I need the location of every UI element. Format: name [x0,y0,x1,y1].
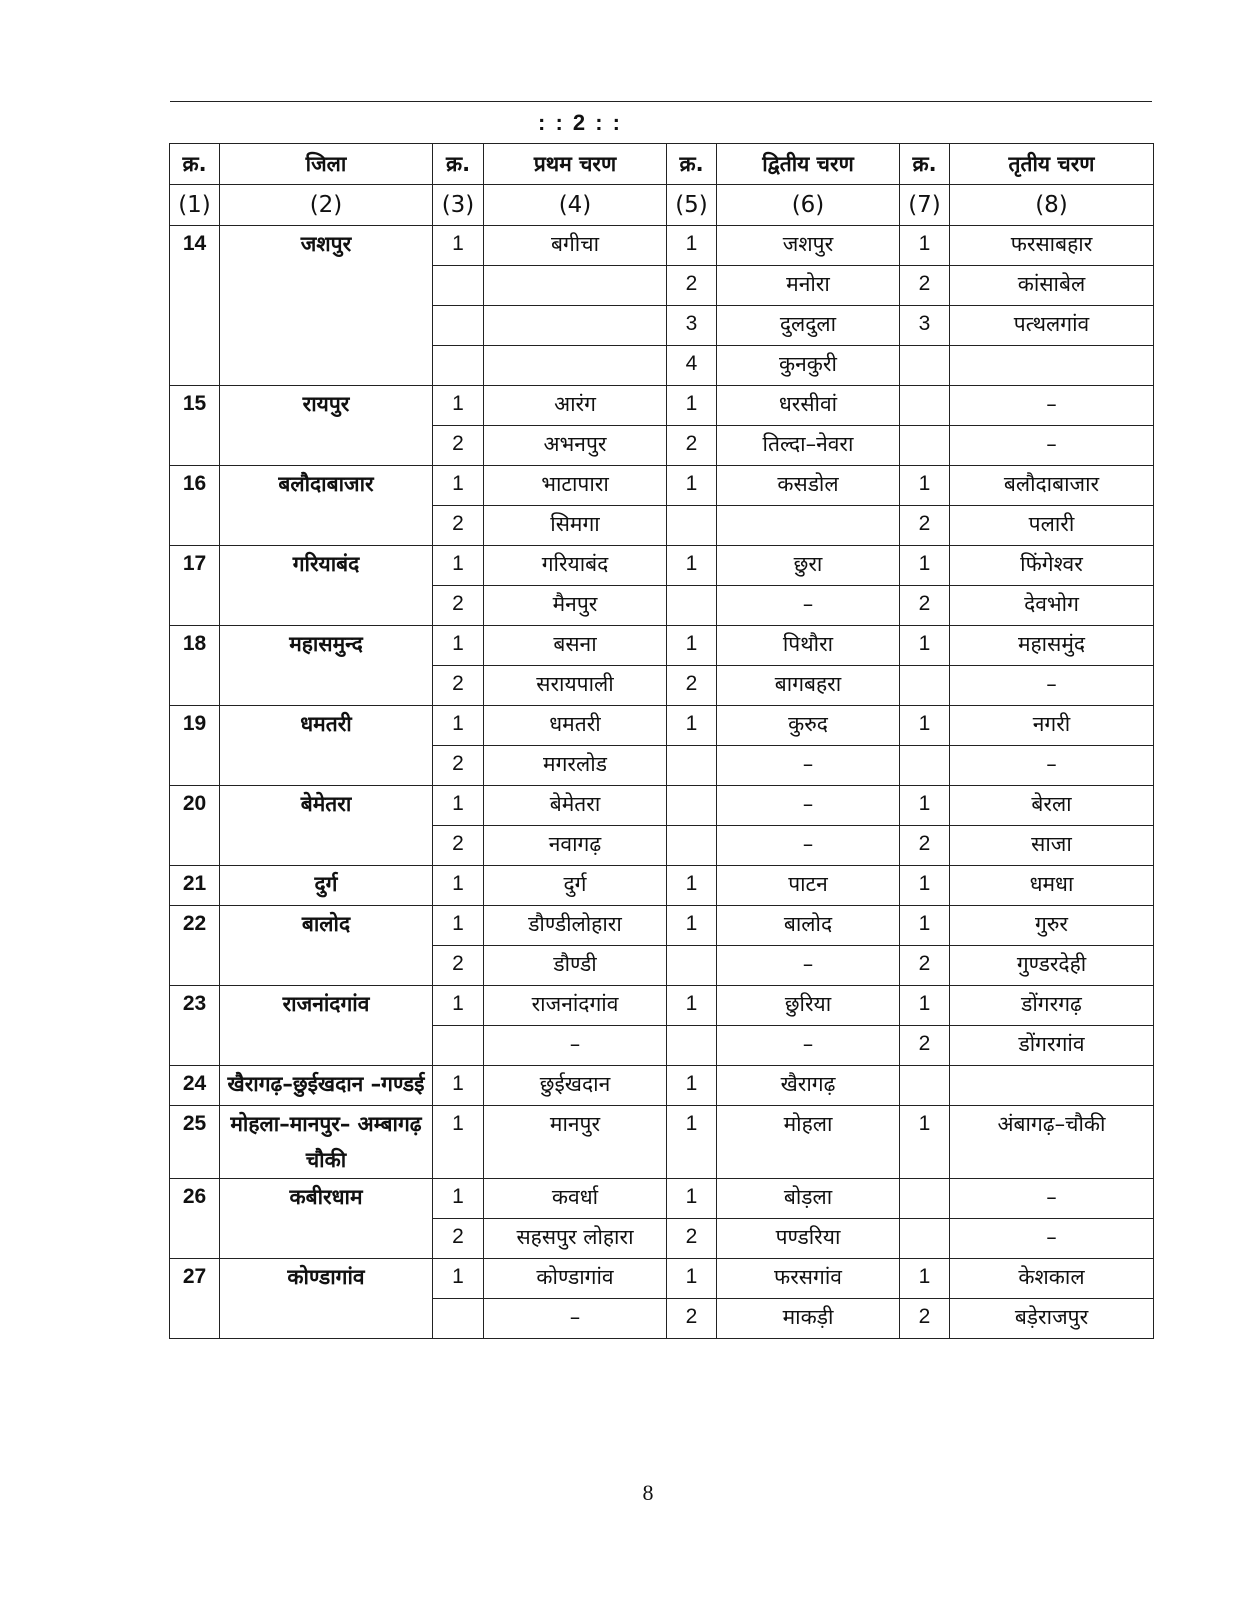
phase2-block: तिल्दा–नेवरा [717,426,900,466]
phase2-serial: 1 [667,866,717,906]
district-name: गरियाबंद [220,546,433,626]
col-header: क्र. [433,144,484,185]
col-number: (6) [717,185,900,226]
phase3-block: फरसाबहार [950,226,1154,266]
phase2-serial: 2 [667,266,717,306]
phase1-block: सहसपुर लोहारा [484,1219,667,1259]
phase3-serial: 3 [900,306,950,346]
phase2-serial: 1 [667,706,717,746]
phase3-serial [900,386,950,426]
phase3-block: नगरी [950,706,1154,746]
phase2-serial: 1 [667,906,717,946]
phase2-serial [667,506,717,546]
phase3-serial [900,666,950,706]
phase2-block: मनोरा [717,266,900,306]
phase3-serial: 1 [900,1259,950,1299]
phase1-block: कवर्धा [484,1179,667,1219]
phase1-serial [433,266,484,306]
phase3-block [950,346,1154,386]
header-number-row [170,185,1154,226]
phase3-block: बड़ेराजपुर [950,1299,1154,1339]
phase2-block: बोड़ला [717,1179,900,1219]
phase1-block [484,266,667,306]
table-row [170,1259,1154,1299]
phase2-block [717,506,900,546]
district-name: कबीरधाम [220,1179,433,1259]
phase2-serial: 1 [667,466,717,506]
phase2-serial: 1 [667,986,717,1026]
phase1-block: मैनपुर [484,586,667,626]
phase3-block: केशकाल [950,1259,1154,1299]
phase3-block: साजा [950,826,1154,866]
table-row [170,546,1154,586]
district-number: 20 [170,786,220,866]
phase3-serial: 1 [900,226,950,266]
district-name: राजनांदगांव [220,986,433,1066]
phase3-block: पलारी [950,506,1154,546]
phase2-block: बागबहरा [717,666,900,706]
phase1-serial: 2 [433,826,484,866]
phase1-block: अभनपुर [484,426,667,466]
phase2-block: – [717,946,900,986]
phase3-serial: 2 [900,266,950,306]
district-number: 27 [170,1259,220,1339]
phase2-serial: 1 [667,1259,717,1299]
page-marker: : : 2 : : [538,110,622,135]
phase3-block: अंबागढ़–चौकी [950,1106,1154,1179]
district-name: महासमुन्द [220,626,433,706]
col-number: (8) [950,185,1154,226]
table-row [170,466,1154,506]
phase3-block: गुण्डरदेही [950,946,1154,986]
phase1-block: भाटापारा [484,466,667,506]
phase1-block: मानपुर [484,1106,667,1179]
phase2-block: पण्डरिया [717,1219,900,1259]
phase2-block: – [717,786,900,826]
phase1-serial: 1 [433,1179,484,1219]
phase1-serial: 1 [433,1106,484,1179]
col-number: (2) [220,185,433,226]
phase3-serial: 1 [900,466,950,506]
phase2-serial: 1 [667,1106,717,1179]
phase1-serial: 1 [433,986,484,1026]
phase1-block: मगरलोड [484,746,667,786]
district-number: 17 [170,546,220,626]
phase2-block: माकड़ी [717,1299,900,1339]
phase1-block: नवागढ़ [484,826,667,866]
district-name: जशपुर [220,226,433,386]
phase2-serial: 2 [667,1299,717,1339]
phase2-block: खैरागढ़ [717,1066,900,1106]
phase3-serial: 2 [900,586,950,626]
table-row [170,866,1154,906]
phase1-block [484,306,667,346]
district-number: 26 [170,1179,220,1259]
phase1-block: सिमगा [484,506,667,546]
phase2-serial: 1 [667,386,717,426]
col-header: द्वितीय चरण [717,144,900,185]
district-number: 21 [170,866,220,906]
phase2-serial: 2 [667,1219,717,1259]
phase2-serial: 4 [667,346,717,386]
phase1-serial: 2 [433,1219,484,1259]
phase3-serial: 1 [900,866,950,906]
phase2-block: दुलदुला [717,306,900,346]
phase1-block: गरियाबंद [484,546,667,586]
phase3-serial: 2 [900,1299,950,1339]
phase1-serial: 2 [433,666,484,706]
district-name: बलौदाबाजार [220,466,433,546]
phase2-block: मोहला [717,1106,900,1179]
phase2-serial: 1 [667,626,717,666]
col-header: प्रथम चरण [484,144,667,185]
phase3-block: गुरुर [950,906,1154,946]
phase3-serial: 1 [900,546,950,586]
phase3-serial [900,426,950,466]
phase1-serial: 1 [433,466,484,506]
district-number: 25 [170,1106,220,1179]
phase1-block: डौण्डीलोहारा [484,906,667,946]
phase3-block: फिंगेश्वर [950,546,1154,586]
phase1-block: धमतरी [484,706,667,746]
phase2-block: छुरा [717,546,900,586]
phase1-block: बेमेतरा [484,786,667,826]
table-row [170,906,1154,946]
phase2-block: – [717,826,900,866]
district-number: 18 [170,626,220,706]
table-row [170,386,1154,426]
phase3-serial: 2 [900,506,950,546]
phase1-serial: 1 [433,906,484,946]
phase2-serial [667,746,717,786]
phase2-serial: 1 [667,1179,717,1219]
phase3-block: धमधा [950,866,1154,906]
phase3-block: – [950,666,1154,706]
phase1-serial: 2 [433,746,484,786]
phase3-serial: 1 [900,786,950,826]
col-header: क्र. [900,144,950,185]
phase2-block: – [717,1026,900,1066]
phase3-serial [900,1179,950,1219]
phase2-serial [667,946,717,986]
phase3-block: – [950,1179,1154,1219]
col-number: (7) [900,185,950,226]
phase2-block: पिथौरा [717,626,900,666]
phase3-serial [900,1066,950,1106]
table-row [170,1106,1154,1179]
phase1-block: आरंग [484,386,667,426]
phase2-block: जशपुर [717,226,900,266]
phase2-serial [667,1026,717,1066]
phase2-serial: 1 [667,226,717,266]
phase2-serial: 2 [667,666,717,706]
phase3-serial: 1 [900,1106,950,1179]
phase1-serial [433,1299,484,1339]
district-name: खैरागढ़–छुईखदान –गण्डई [220,1066,433,1106]
col-header: क्र. [170,144,220,185]
phase3-block: देवभोग [950,586,1154,626]
phase3-serial [900,1219,950,1259]
col-number: (4) [484,185,667,226]
district-number: 16 [170,466,220,546]
district-number: 14 [170,226,220,386]
page-number: 8 [642,1480,654,1505]
district-number: 22 [170,906,220,986]
phase3-block: डोंगरगढ़ [950,986,1154,1026]
phase3-block: बेरला [950,786,1154,826]
phase2-serial: 1 [667,1066,717,1106]
col-header: क्र. [667,144,717,185]
phase2-serial: 3 [667,306,717,346]
col-header: तृतीय चरण [950,144,1154,185]
phase3-serial: 1 [900,906,950,946]
phase1-block [484,346,667,386]
phase1-serial: 1 [433,786,484,826]
phase3-block: महासमुंद [950,626,1154,666]
phase1-serial: 1 [433,386,484,426]
table-body [170,226,1154,1339]
phase2-block: बालोद [717,906,900,946]
phase3-serial [900,746,950,786]
phase2-serial [667,786,717,826]
phase3-serial: 1 [900,986,950,1026]
district-name: दुर्ग [220,866,433,906]
phase2-block: – [717,586,900,626]
phase1-block: दुर्ग [484,866,667,906]
phase3-block: – [950,426,1154,466]
phase2-block: – [717,746,900,786]
col-number: (5) [667,185,717,226]
table-row [170,986,1154,1026]
col-number: (1) [170,185,220,226]
phase3-block: डोंगरगांव [950,1026,1154,1066]
phase2-serial [667,826,717,866]
phase1-block: – [484,1299,667,1339]
phase3-serial: 1 [900,706,950,746]
phase3-serial: 2 [900,1026,950,1066]
header-rule [170,101,1152,102]
phase3-block: – [950,1219,1154,1259]
district-name: मोहला–मानपुर– अम्बागढ़ चौकी [220,1106,433,1179]
block-phase-table [169,143,1154,1339]
phase3-serial: 1 [900,626,950,666]
district-number: 15 [170,386,220,466]
phase1-serial: 2 [433,426,484,466]
phase2-block: पाटन [717,866,900,906]
district-number: 24 [170,1066,220,1106]
phase2-block: कसडोल [717,466,900,506]
phase3-block: – [950,386,1154,426]
phase1-block: छुईखदान [484,1066,667,1106]
phase1-block: बगीचा [484,226,667,266]
phase1-serial: 1 [433,1259,484,1299]
district-name: बेमेतरा [220,786,433,866]
phase1-serial [433,306,484,346]
district-name: धमतरी [220,706,433,786]
district-number: 19 [170,706,220,786]
phase1-block: डौण्डी [484,946,667,986]
district-number: 23 [170,986,220,1066]
phase2-serial: 2 [667,426,717,466]
phase2-block: फरसगांव [717,1259,900,1299]
phase1-serial: 2 [433,946,484,986]
phase3-serial: 2 [900,946,950,986]
phase3-serial [900,346,950,386]
phase3-block: बलौदाबाजार [950,466,1154,506]
phase1-serial: 1 [433,866,484,906]
phase1-block: कोण्डागांव [484,1259,667,1299]
phase1-block: सरायपाली [484,666,667,706]
phase2-block: छुरिया [717,986,900,1026]
table-row [170,626,1154,666]
col-number: (3) [433,185,484,226]
header-row [170,144,1154,185]
phase1-serial: 1 [433,706,484,746]
phase1-serial [433,1026,484,1066]
phase1-serial: 1 [433,226,484,266]
table-row [170,226,1154,266]
table-row [170,786,1154,826]
phase2-serial [667,586,717,626]
phase3-block: कांसाबेल [950,266,1154,306]
phase3-block: पत्थलगांव [950,306,1154,346]
phase1-block: – [484,1026,667,1066]
phase3-block [950,1066,1154,1106]
table-row [170,706,1154,746]
phase1-block: बसना [484,626,667,666]
phase2-block: कुरुद [717,706,900,746]
phase1-serial: 2 [433,506,484,546]
phase2-serial: 1 [667,546,717,586]
phase1-serial: 1 [433,546,484,586]
table-row [170,1179,1154,1219]
district-name: बालोद [220,906,433,986]
phase3-block: – [950,746,1154,786]
phase1-serial [433,346,484,386]
phase2-block: धरसीवां [717,386,900,426]
table-row [170,1066,1154,1106]
phase1-block: राजनांदगांव [484,986,667,1026]
phase1-serial: 1 [433,1066,484,1106]
district-name: रायपुर [220,386,433,466]
col-header: जिला [220,144,433,185]
phase2-block: कुनकुरी [717,346,900,386]
phase1-serial: 1 [433,626,484,666]
phase1-serial: 2 [433,586,484,626]
phase3-serial: 2 [900,826,950,866]
district-name: कोण्डागांव [220,1259,433,1339]
